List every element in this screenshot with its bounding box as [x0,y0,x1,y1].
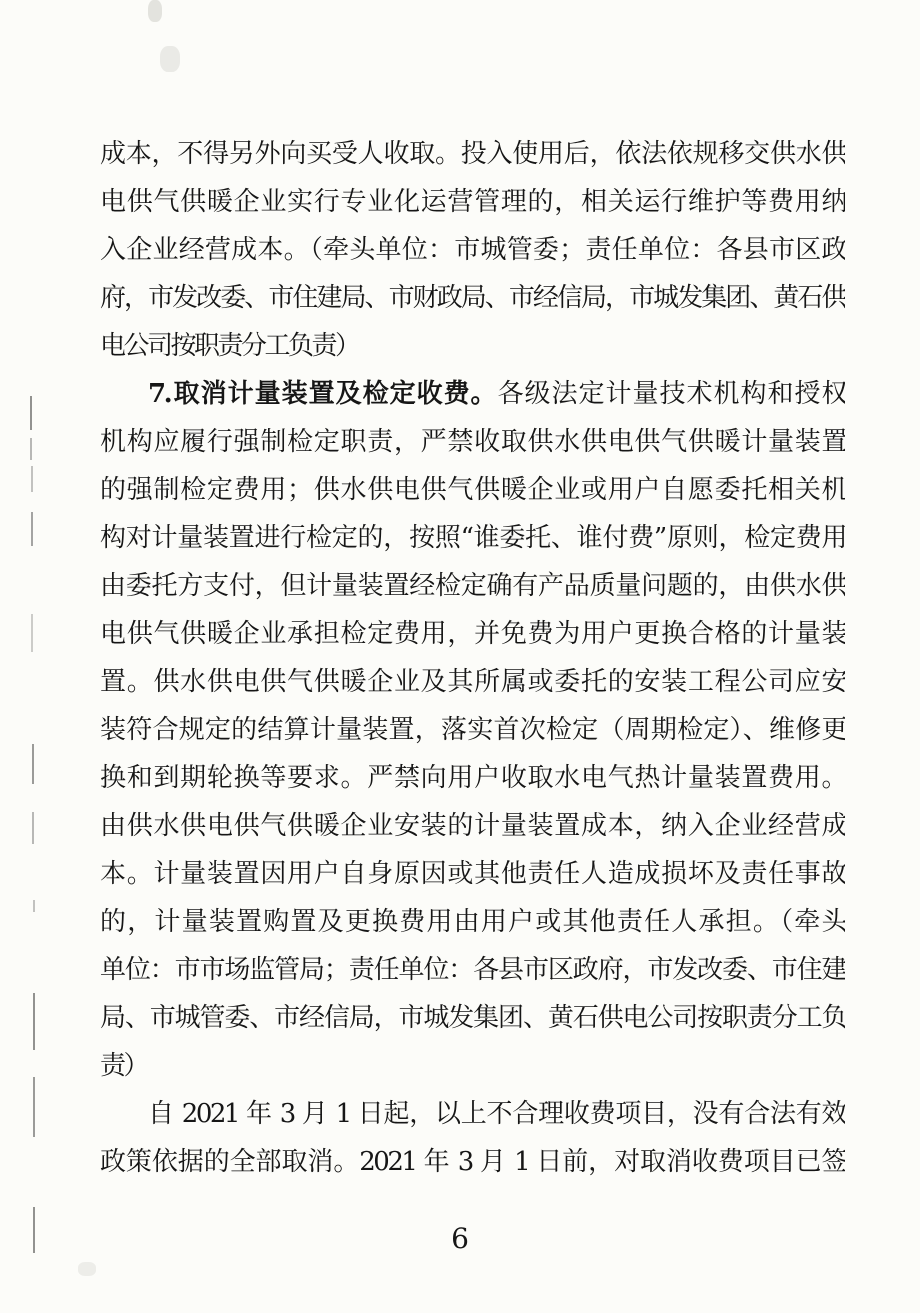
text-run: 局、市城管委、市经信局，市城发集团、黄石供电公司按职责分工负 [100,1003,845,1033]
text-run: 由供水供电供气供暖企业安装的计量装置成本，纳入企业经营成 [100,811,845,841]
text-line [100,274,845,322]
scan-smudge [160,46,180,72]
text-run: 换和到期轮换等要求。严禁向用户收取水电气热计量装置费用。 [100,763,845,793]
text-run: 府，市发改委、市住建局、市财政局、市经信局，市城发集团、黄石供 [100,283,845,313]
text-run: 单位：市市场监管局；责任单位：各县市区政府，市发改委、市住建 [100,955,845,985]
text-run: 各级法定计量技术机构和授权 [497,379,845,409]
text-line [100,466,845,514]
text-line [100,898,845,946]
text-run: 本。计量装置因用户自身原因或其他责任人造成损坏及责任事故 [100,859,845,889]
text-line [100,370,845,418]
text-run: 入企业经营成本。（牵头单位：市城管委；责任单位：各县市区政 [100,235,845,265]
text-run: 电供气供暖企业实行专业化运营管理的，相关运行维护等费用纳 [100,187,845,217]
scan-artifact [30,438,32,460]
text-line [100,562,845,610]
text-line [100,946,845,994]
scan-artifact [33,993,35,1050]
text-line [100,1042,845,1090]
scan-artifact [31,614,33,652]
document-body [100,130,845,1186]
text-run: 的强制检定费用；供水供电供气供暖企业或用户自愿委托相关机 [100,475,845,505]
text-line [100,226,845,274]
scan-artifact [31,512,33,546]
text-run: 自 2021 年 3 月 1 日起，以上不合理收费项目，没有合法有效 [148,1099,845,1129]
text-line [100,1090,845,1138]
text-run: 责） [100,1051,148,1081]
text-line [100,418,845,466]
text-line [100,658,845,706]
text-line [100,706,845,754]
scan-artifact [33,1077,35,1137]
text-line [100,754,845,802]
bold-run: 7.取消计量装置及检定收费。 [148,379,498,409]
text-run: 政策依据的全部取消。2021 年 3 月 1 日前，对取消收费项目已签 [100,1147,845,1177]
scan-artifact [33,900,35,912]
text-line [100,610,845,658]
text-run: 由委托方支付，但计量装置经检定确有产品质量问题的，由供水供 [100,571,845,601]
text-run: 电供气供暖企业承担检定费用，并免费为用户更换合格的计量装 [100,619,845,649]
text-line [100,514,845,562]
text-run: 构对计量装置进行检定的，按照“谁委托、谁付费”原则，检定费用 [100,523,845,553]
text-run: 装符合规定的结算计量装置，落实首次检定（周期检定）、维修更 [100,715,845,745]
scan-artifact [32,744,34,784]
text-line [100,1138,845,1186]
scan-artifact [32,812,34,844]
text-run: 置。供水供电供气供暖企业及其所属或委托的安装工程公司应安 [100,667,845,697]
text-line [100,322,845,370]
text-line [100,178,845,226]
text-run: 的，计量装置购置及更换费用由用户或其他责任人承担。（牵头 [100,907,845,937]
page-number: 6 [451,1222,469,1255]
text-line [100,850,845,898]
text-run: 成本，不得另外向买受人收取。投入使用后，依法依规移交供水供 [100,139,845,169]
scan-artifact [31,466,33,492]
scan-smudge [148,0,162,22]
text-run: 机构应履行强制检定职责，严禁收取供水供电供气供暖计量装置 [100,427,845,457]
text-line [100,994,845,1042]
text-line [100,130,845,178]
text-run: 电公司按职责分工负责） [100,331,359,361]
text-line [100,802,845,850]
scan-artifact [30,396,32,430]
scan-smudge [78,1262,96,1276]
